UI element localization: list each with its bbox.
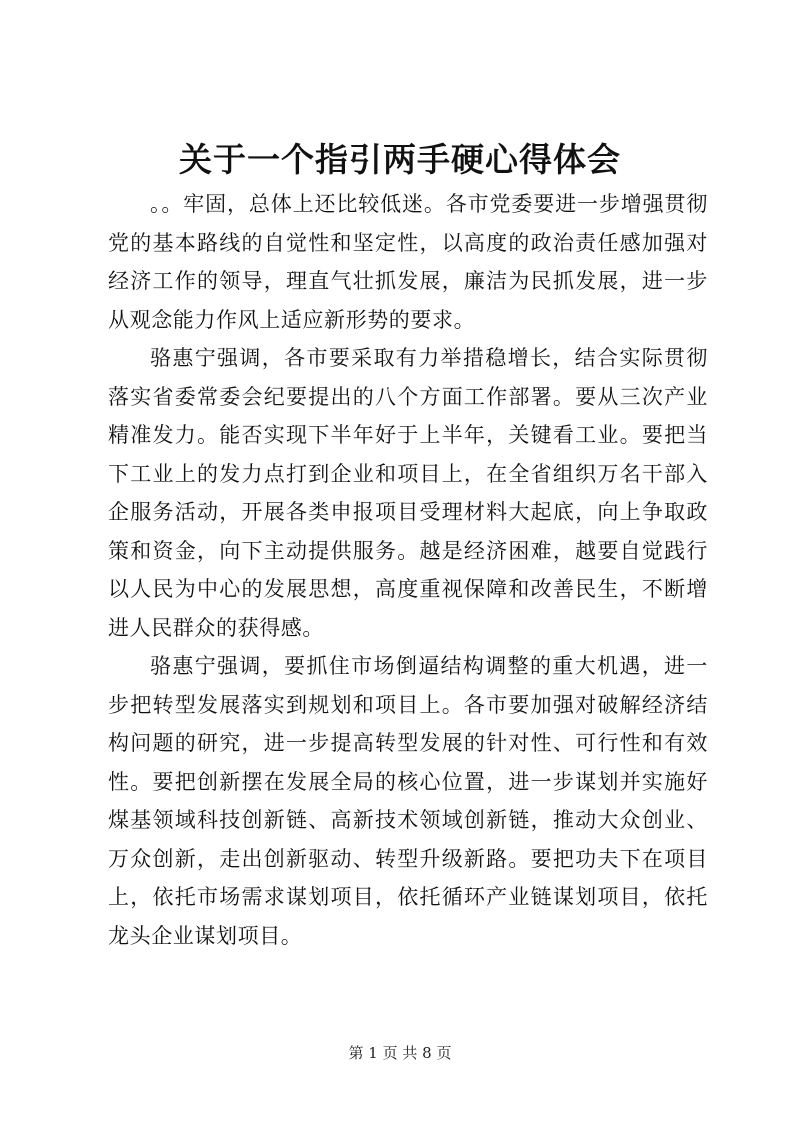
paragraph-3: 骆惠宁强调，要抓住市场倒逼结构调整的重大机遇，进一步把转型发展落实到规划和项目上。各市要加强对破解经济结构问题的研究，进一步提高转型发展的针对性、可行性和有效性。要把创新摆在发展全局的核心位置，进一步谋划并实施好煤基领域科技创新链、高新技术领域创新链，推动大众创业、万众创新，走出创新驱动、转型升级新路。要把功夫下在项目上，依托市场需求谋划项目，依托循环产业链谋划项目，依托龙头企业谋划项目。 xyxy=(108,654,708,948)
page-footer: 第 1 页 共 8 页 xyxy=(348,1044,452,1062)
document-body xyxy=(108,185,708,955)
paragraph-2: 骆惠宁强调，各市要采取有力举措稳增长，结合实际贯彻落实省委常委会纪要提出的八个方面工作部署。要从三次产业精准发力。能否实现下半年好于上半年，关键看工业。要把当下工业上的发力点打到企业和项目上，在全省组织万名干部入企服务活动，开展各类申报项目受理材料大起底，向上争取政策和资金，向下主动提供服务。越是经济困难，越要自觉践行以人民为中心的发展思想，高度重视保障和改善民生，不断增进人民群众的获得感。 xyxy=(108,346,708,640)
document-title: 关于一个指引两手硬心得体会 xyxy=(179,140,621,179)
paragraph-1: 。。牢固，总体上还比较低迷。各市党委要进一步增强贯彻党的基本路线的自觉性和坚定性，以高度的政治责任感加强对经济工作的领导，理直气壮抓发展，廉洁为民抓发展，进一步从观念能力作风上适应新形势的要求。 xyxy=(108,192,708,332)
